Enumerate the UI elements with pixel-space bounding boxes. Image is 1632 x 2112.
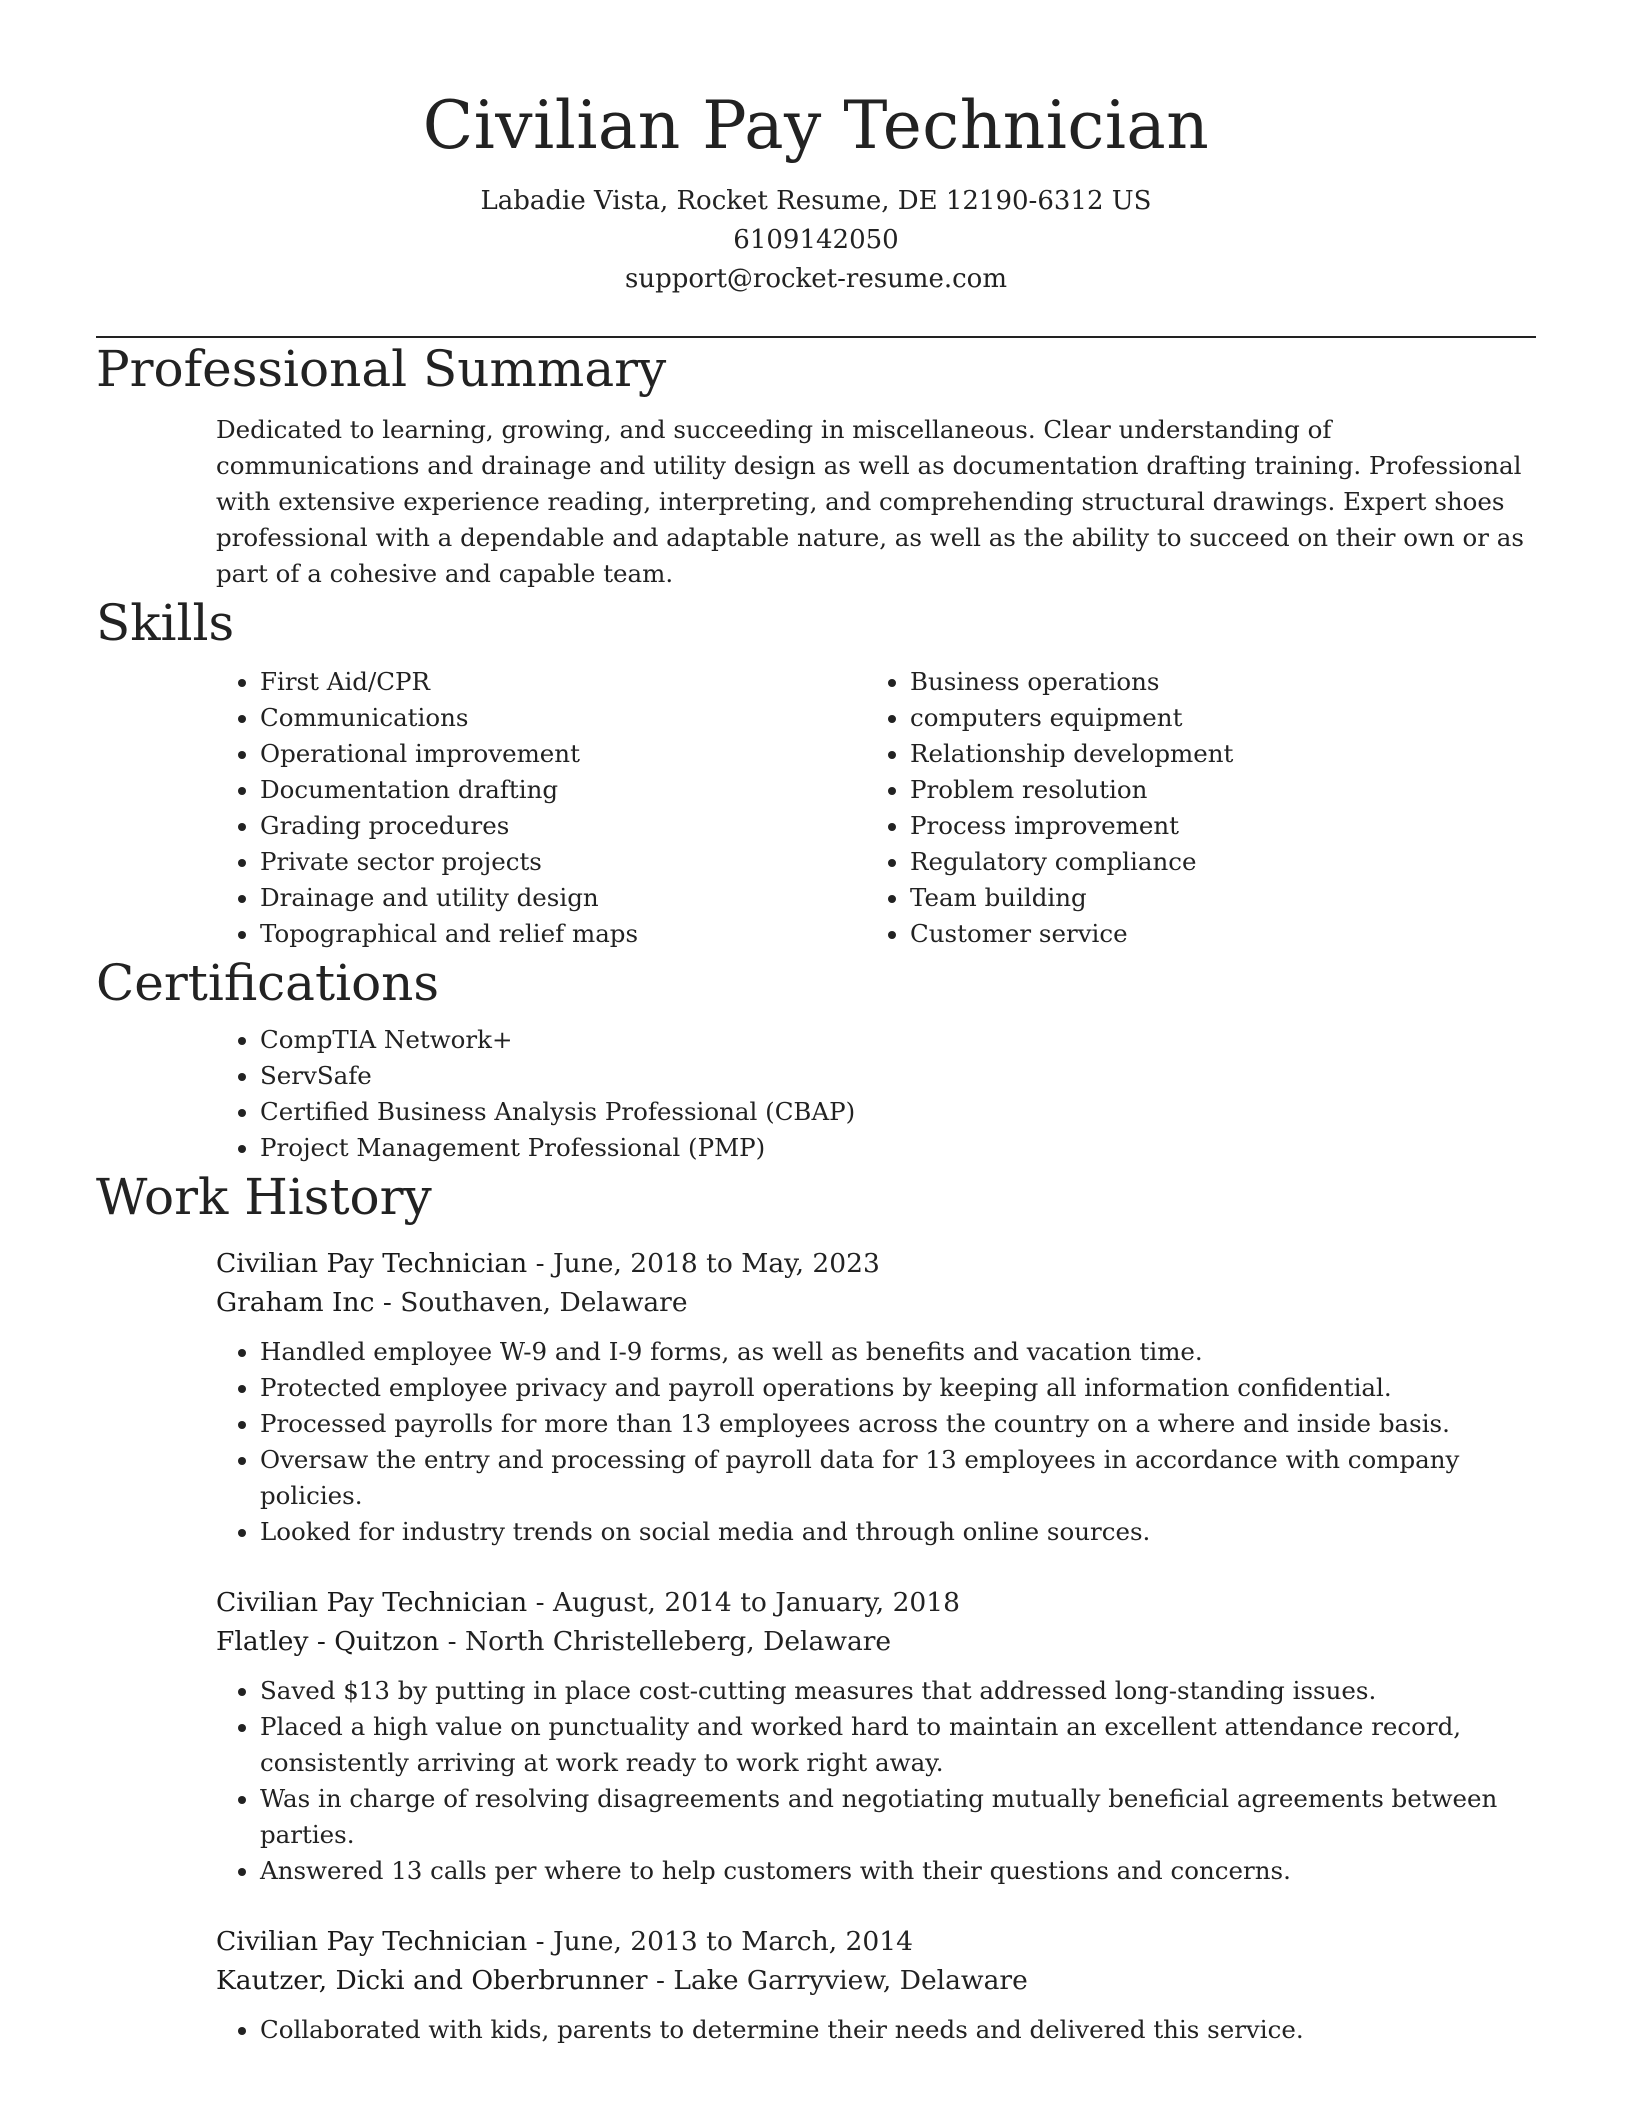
skills-column-left (216, 664, 866, 952)
job-duties (216, 1334, 1536, 1550)
certifications-heading: Certifications (96, 954, 440, 1012)
job-duties (216, 1673, 1536, 1889)
skill-item: • computers equipment (910, 700, 1516, 736)
certifications-list-wrapper (216, 1022, 1536, 1166)
job-duty-item: • Was in charge of resolving disagreements and negotiating mutually beneficial agreements between parties. (260, 1781, 1536, 1853)
job-entry (216, 1922, 1536, 2048)
summary-section (96, 338, 1536, 592)
skill-item: • Topographical and relief maps (260, 916, 866, 952)
job-duties (216, 2012, 1536, 2048)
job-company: Flatley - Quitzon (216, 1626, 440, 1657)
skill-item: • Documentation drafting (260, 772, 866, 808)
job-location: - North Christelleberg, Delaware (439, 1626, 892, 1657)
skills-list-right (866, 664, 1516, 952)
certifications-section (96, 952, 1536, 1166)
job-duty-item: • Processed payrolls for more than 13 employees across the country on a where and inside basis. (260, 1406, 1536, 1442)
certification-item: • Project Management Professional (PMP) (260, 1130, 1536, 1166)
job-location: - Lake Garryview, Delaware (647, 1965, 1028, 1996)
contact-address: Labadie Vista, Rocket Resume, DE 12190-6312 US (480, 186, 1152, 216)
certification-item: • CompTIA Network+ (260, 1022, 1536, 1058)
work-history-section (96, 1166, 1536, 2048)
job-duty-item: • Answered 13 calls per where to help customers with their questions and concerns. (260, 1853, 1536, 1889)
job-role: Civilian Pay Technician (216, 1248, 528, 1279)
contact-email: support@rocket-resume.com (624, 264, 1007, 294)
job-company: Graham Inc (216, 1287, 375, 1318)
job-company-line (216, 1283, 1536, 1322)
job-duty-item: • Placed a high value on punctuality and worked hard to maintain an excellent attendance record, consistently arriving at work ready to work right away. (260, 1709, 1536, 1781)
job-title-line (216, 1922, 1536, 1961)
skills-grid (216, 664, 1536, 952)
job-duty-item: • Looked for industry trends on social media and through online sources. (260, 1514, 1536, 1550)
job-dates: - August, 2014 to January, 2018 (527, 1587, 961, 1618)
job-duty-item: • Protected employee privacy and payroll operations by keeping all information confidential. (260, 1370, 1536, 1406)
contact-info (96, 182, 1536, 299)
job-dates: - June, 2018 to May, 2023 (527, 1248, 880, 1279)
skill-item: • Operational improvement (260, 736, 866, 772)
job-duty-item: • Collaborated with kids, parents to determine their needs and delivered this service. (260, 2012, 1536, 2048)
skill-item: • First Aid/CPR (260, 664, 866, 700)
job-location: - Southaven, Delaware (374, 1287, 688, 1318)
job-duty-item: • Saved $13 by putting in place cost-cutting measures that addressed long-standing issues. (260, 1673, 1536, 1709)
skill-item: • Grading procedures (260, 808, 866, 844)
summary-heading: Professional Summary (96, 340, 667, 398)
skills-section (96, 592, 1536, 952)
skill-item: • Business operations (910, 664, 1516, 700)
work-history-heading: Work History (96, 1168, 432, 1226)
certification-item: • Certified Business Analysis Professional (CBAP) (260, 1094, 1536, 1130)
skill-item: • Drainage and utility design (260, 880, 866, 916)
skill-item: • Problem resolution (910, 772, 1516, 808)
job-duties-list (216, 1334, 1536, 1550)
skill-item: • Team building (910, 880, 1516, 916)
skill-item: • Process improvement (910, 808, 1516, 844)
candidate-name: Civilian Pay Technician (422, 87, 1210, 164)
job-duties-list (216, 2012, 1536, 2048)
job-title-line (216, 1244, 1536, 1283)
certifications-list (216, 1022, 1536, 1166)
skills-column-right (866, 664, 1516, 952)
job-duties-list (216, 1673, 1536, 1889)
skill-item: • Regulatory compliance (910, 844, 1516, 880)
skill-item: • Customer service (910, 916, 1516, 952)
job-role: Civilian Pay Technician (216, 1926, 528, 1957)
contact-phone: 6109142050 (733, 225, 899, 255)
skills-list-left (216, 664, 866, 952)
job-entry (216, 1583, 1536, 1889)
skill-item: • Communications (260, 700, 866, 736)
skills-heading: Skills (96, 594, 235, 652)
job-title-line (216, 1583, 1536, 1622)
job-dates: - June, 2013 to March, 2014 (527, 1926, 913, 1957)
certification-item: • ServSafe (260, 1058, 1536, 1094)
job-company-line (216, 1622, 1536, 1661)
resume-header (96, 0, 1536, 299)
resume-page (96, 0, 1536, 2048)
job-duty-item: • Handled employee W-9 and I-9 forms, as well as benefits and vacation time. (260, 1334, 1536, 1370)
summary-text: Dedicated to learning, growing, and succeeding in miscellaneous. Clear understanding of communications and drainage and utility design as well as documentation drafting training. Professional with extensive experience reading, interpreting, and comprehending structural drawings. Expert shoes professional with a dependable and adaptable nature, as well as the ability to succeed on their own or as part of a cohesive and capable team. (216, 415, 1524, 588)
job-company: Kautzer, Dicki and Oberbrunner (216, 1965, 648, 1996)
job-duty-item: • Oversaw the entry and processing of payroll data for 13 employees in accordance with company policies. (260, 1442, 1536, 1514)
job-company-line (216, 1961, 1536, 2000)
skill-item: • Private sector projects (260, 844, 866, 880)
job-role: Civilian Pay Technician (216, 1587, 528, 1618)
skill-item: • Relationship development (910, 736, 1516, 772)
job-entry (216, 1244, 1536, 1550)
